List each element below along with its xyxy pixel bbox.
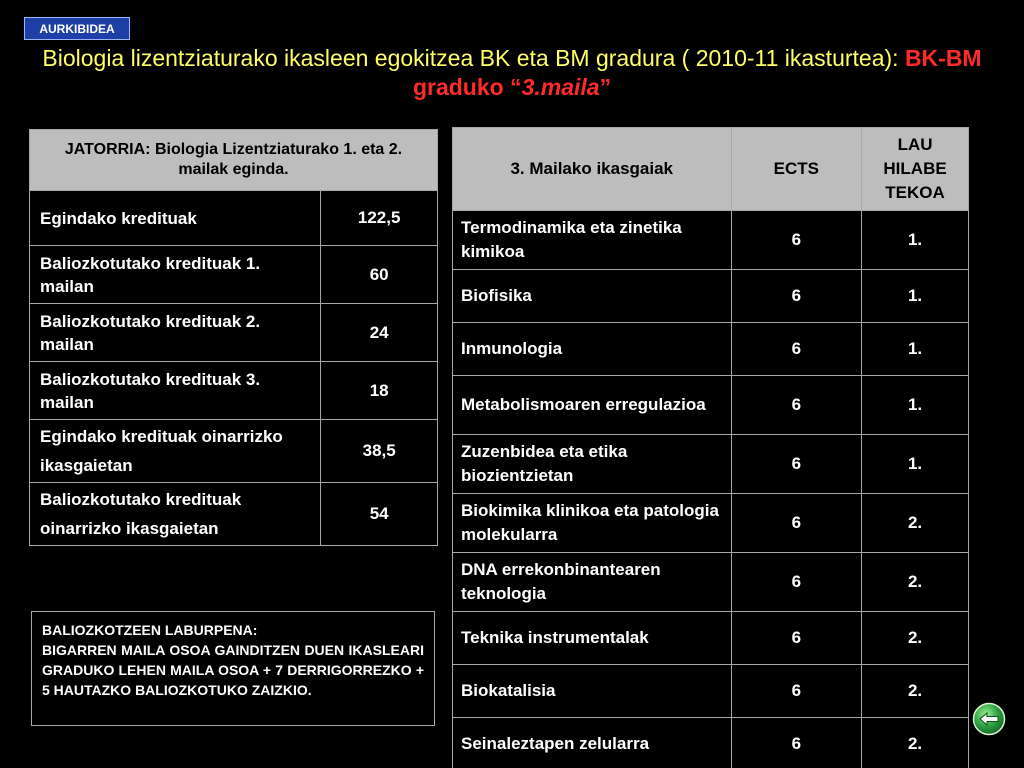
origin-table-header-row [30,130,438,191]
subject-ects: 6 [731,270,862,323]
origin-row-label: Baliozkotutako kredituak 3. mailan [30,362,321,420]
origin-row-label: Baliozkotutako kredituak oinarrizko ikasgaietan [30,483,321,546]
subject-name: Inmunologia [453,323,732,376]
table-row [453,323,969,376]
origin-row-value: 18 [321,362,438,420]
table-row [453,494,969,553]
origin-row-value: 60 [321,246,438,304]
subject-name: Biokimika klinikoa eta patologia molekularra [453,494,732,553]
table-row [453,665,969,718]
table-row [30,246,438,304]
arrow-left-icon [972,702,1006,736]
subject-semester: 2. [862,665,969,718]
header-subject: 3. Mailako ikasgaiak [453,128,732,211]
title-highlight-prefix: BK-BM graduko “ [412,45,982,100]
subject-semester: 2. [862,612,969,665]
summary-heading: BALIOZKOTZEEN LABURPENA: [42,622,258,638]
subject-name: Biofisika [453,270,732,323]
subject-semester: 1. [862,435,969,494]
subject-ects: 6 [731,718,862,768]
subject-semester: 1. [862,211,969,270]
subject-ects: 6 [731,553,862,612]
page-title [40,44,984,102]
back-button[interactable] [972,702,1006,736]
table-row [30,362,438,420]
subject-name: DNA errekonbinantearen teknologia [453,553,732,612]
title-highlight-italic: 3.maila [521,74,600,100]
origin-row-label: Egindako kredituak oinarrizko ikasgaietan [30,420,321,483]
summary-body: BIGARREN MAILA OSOA GAINDITZEN DUEN IKASLEARI GRADUKO LEHEN MAILA OSOA + 7 DERRIGORREZKO + 5 HAUTAZKO BALIOZKOTUKO ZAIZKIO. [42,642,424,698]
subject-ects: 6 [731,323,862,376]
table-row [453,211,969,270]
title-main: Biologia lizentziaturako ikasleen egokitzea BK eta BM gradura ( 2010-11 ikasturtea): [42,45,905,71]
origin-row-value: 38,5 [321,420,438,483]
subject-ects: 6 [731,494,862,553]
subject-semester: 2. [862,494,969,553]
subject-ects: 6 [731,211,862,270]
subject-name: Seinaleztapen zelularra [453,718,732,768]
subject-name: Termodinamika eta zinetika kimikoa [453,211,732,270]
subject-ects: 6 [731,665,862,718]
subject-ects: 6 [731,376,862,435]
header-semester: LAU HILABE TEKOA [862,128,969,211]
origin-row-label: Baliozkotutako kredituak 2. mailan [30,304,321,362]
table-row [30,420,438,483]
validation-summary [31,611,435,726]
origin-row-value: 24 [321,304,438,362]
table-row [30,191,438,246]
header-ects: ECTS [731,128,862,211]
origin-row-label: Baliozkotutako kredituak 1. mailan [30,246,321,304]
origin-row-value: 54 [321,483,438,546]
table-row [453,376,969,435]
subject-semester: 1. [862,270,969,323]
subject-semester: 2. [862,718,969,768]
subject-name: Teknika instrumentalak [453,612,732,665]
table-row [30,483,438,546]
origin-table-header: JATORRIA: Biologia Lizentziaturako 1. eta 2. mailak eginda. [30,130,438,191]
table-row [453,612,969,665]
subject-name: Zuzenbidea eta etika biozientzietan [453,435,732,494]
table-row [453,435,969,494]
subject-ects: 6 [731,435,862,494]
origin-row-label: Egindako kredituak [30,191,321,246]
subject-name: Biokatalisia [453,665,732,718]
subject-semester: 2. [862,553,969,612]
subject-name: Metabolismoaren erregulazioa [453,376,732,435]
table-row [453,270,969,323]
subject-semester: 1. [862,323,969,376]
origin-row-value: 122,5 [321,191,438,246]
subject-ects: 6 [731,612,862,665]
home-button[interactable]: AURKIBIDEA [24,17,130,40]
table-row [453,553,969,612]
title-highlight-suffix: ” [599,74,612,100]
table-row [30,304,438,362]
table-row [453,718,969,768]
subjects-table-header-row [453,128,969,211]
origin-table [29,129,438,546]
subjects-table [452,127,969,768]
subject-semester: 1. [862,376,969,435]
